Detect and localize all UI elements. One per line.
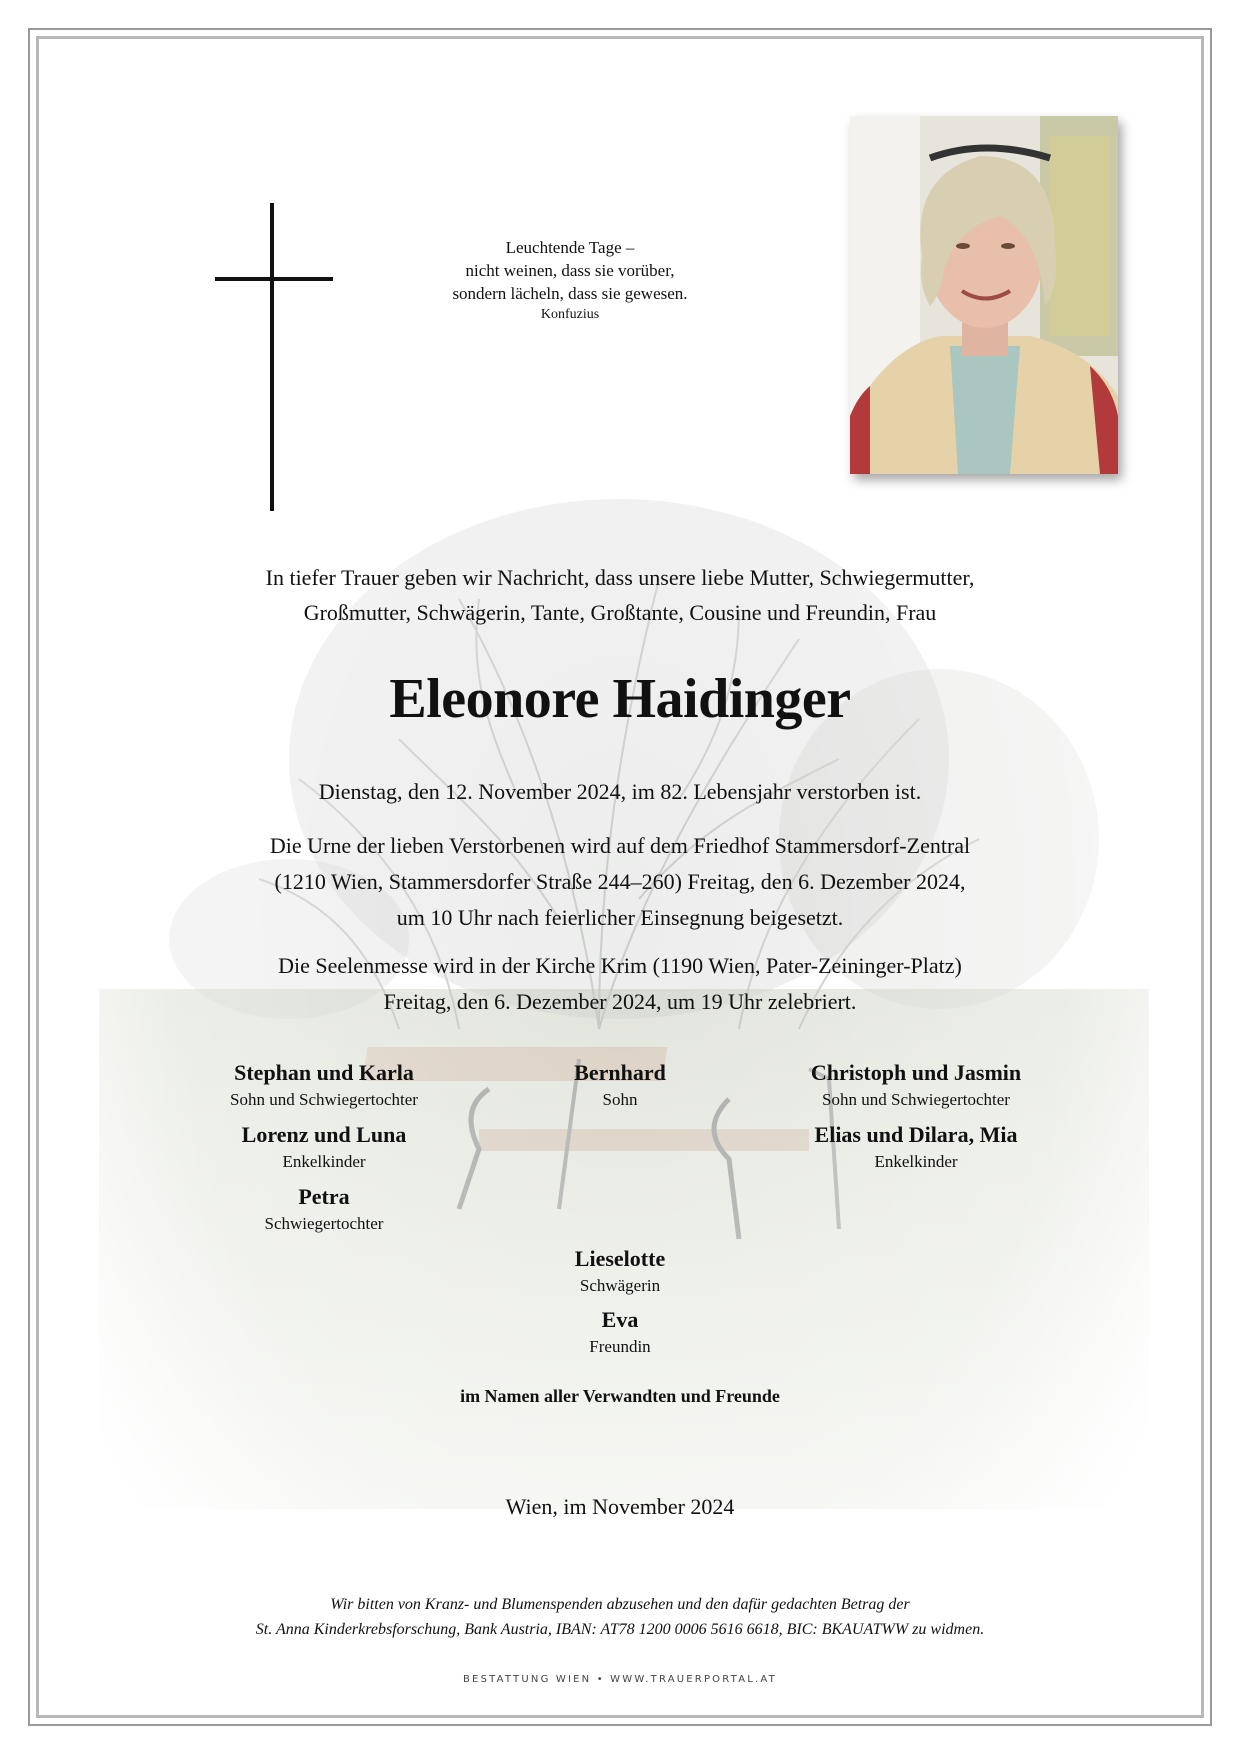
mourner-relation: Sohn und Schwiegertochter (822, 1090, 1010, 1109)
portrait-photo (850, 116, 1118, 474)
donation-line: Wir bitten von Kranz- und Blumenspenden abzusehen und den dafür gedachten Betrag der (330, 1596, 910, 1613)
intro-line: Großmutter, Schwägerin, Tante, Großtante, Cousine und Freundin, Frau (303, 600, 937, 625)
mourner (766, 1120, 1066, 1174)
mourner (470, 1305, 770, 1359)
mourner-name: Eva (601, 1307, 639, 1332)
urn-line: (1210 Wien, Stammersdorfer Straße 244–260) Freitag, den 6. Dezember 2024, (274, 869, 966, 894)
quote-line: sondern lächeln, dass sie gewesen. (452, 284, 688, 303)
mourner-relation: Sohn (602, 1090, 638, 1109)
urn-line: Die Urne der lieben Verstorbenen wird auf dem Friedhof Stammersdorf-Zentral (269, 833, 971, 858)
mourner-name: Elias und Dilara, Mia (814, 1122, 1018, 1147)
mourner-relation: Schwägerin (579, 1276, 661, 1295)
mourner (766, 1058, 1066, 1112)
deceased-name: Eleonore Haidinger (389, 668, 851, 730)
mourner (174, 1182, 474, 1236)
donation-line: St. Anna Kinderkrebsforschung, Bank Austria, IBAN: AT78 1200 0006 5616 6618, BIC: BKAUATWW zu widmen. (255, 1621, 985, 1638)
mass-line: Die Seelenmesse wird in der Kirche Krim (1190 Wien, Pater-Zeininger-Platz) (278, 953, 962, 978)
mourner-relation: Schwiegertochter (264, 1214, 384, 1233)
mourner (470, 1244, 770, 1298)
portrait-image (850, 116, 1118, 474)
mourner-name: Christoph und Jasmin (810, 1060, 1022, 1085)
intro-line: In tiefer Trauer geben wir Nachricht, dass unsere liebe Mutter, Schwiegermutter, (265, 565, 975, 590)
death-notice: Dienstag, den 12. November 2024, im 82. Lebensjahr verstorben ist. (318, 779, 922, 804)
quote-author: Konfuzius (540, 307, 600, 322)
quote-line: nicht weinen, dass sie vorüber, (465, 261, 675, 280)
mass-line: Freitag, den 6. Dezember 2024, um 19 Uhr zelebriert. (383, 989, 857, 1014)
mourner-relation: Sohn und Schwiegertochter (230, 1090, 418, 1109)
footer-credit: BESTATTUNG WIEN • WWW.TRAUERPORTAL.AT (463, 1674, 777, 1685)
mourner-name: Bernhard (574, 1060, 666, 1085)
urn-notice (140, 828, 1100, 936)
mourner-relation: Enkelkinder (282, 1152, 366, 1171)
intro-text (140, 560, 1100, 630)
on-behalf-line: im Namen aller Verwandten und Freunde (460, 1386, 780, 1406)
place-date: Wien, im November 2024 (505, 1494, 735, 1519)
mourner-name: Petra (298, 1184, 350, 1209)
mourner-relation: Enkelkinder (874, 1152, 958, 1171)
mourner-name: Stephan und Karla (234, 1060, 414, 1085)
donation-request (120, 1592, 1120, 1642)
quote (400, 236, 740, 325)
mourner (174, 1058, 474, 1112)
mourner (470, 1058, 770, 1112)
urn-line: um 10 Uhr nach feierlicher Einsegnung beigesetzt. (396, 905, 844, 930)
mourner-relation: Freundin (589, 1337, 651, 1356)
mass-notice (140, 948, 1100, 1020)
quote-line: Leuchtende Tage – (505, 238, 635, 257)
mourner-name: Lieselotte (574, 1246, 666, 1271)
mourner (174, 1120, 474, 1174)
mourner-name: Lorenz und Luna (241, 1122, 407, 1147)
